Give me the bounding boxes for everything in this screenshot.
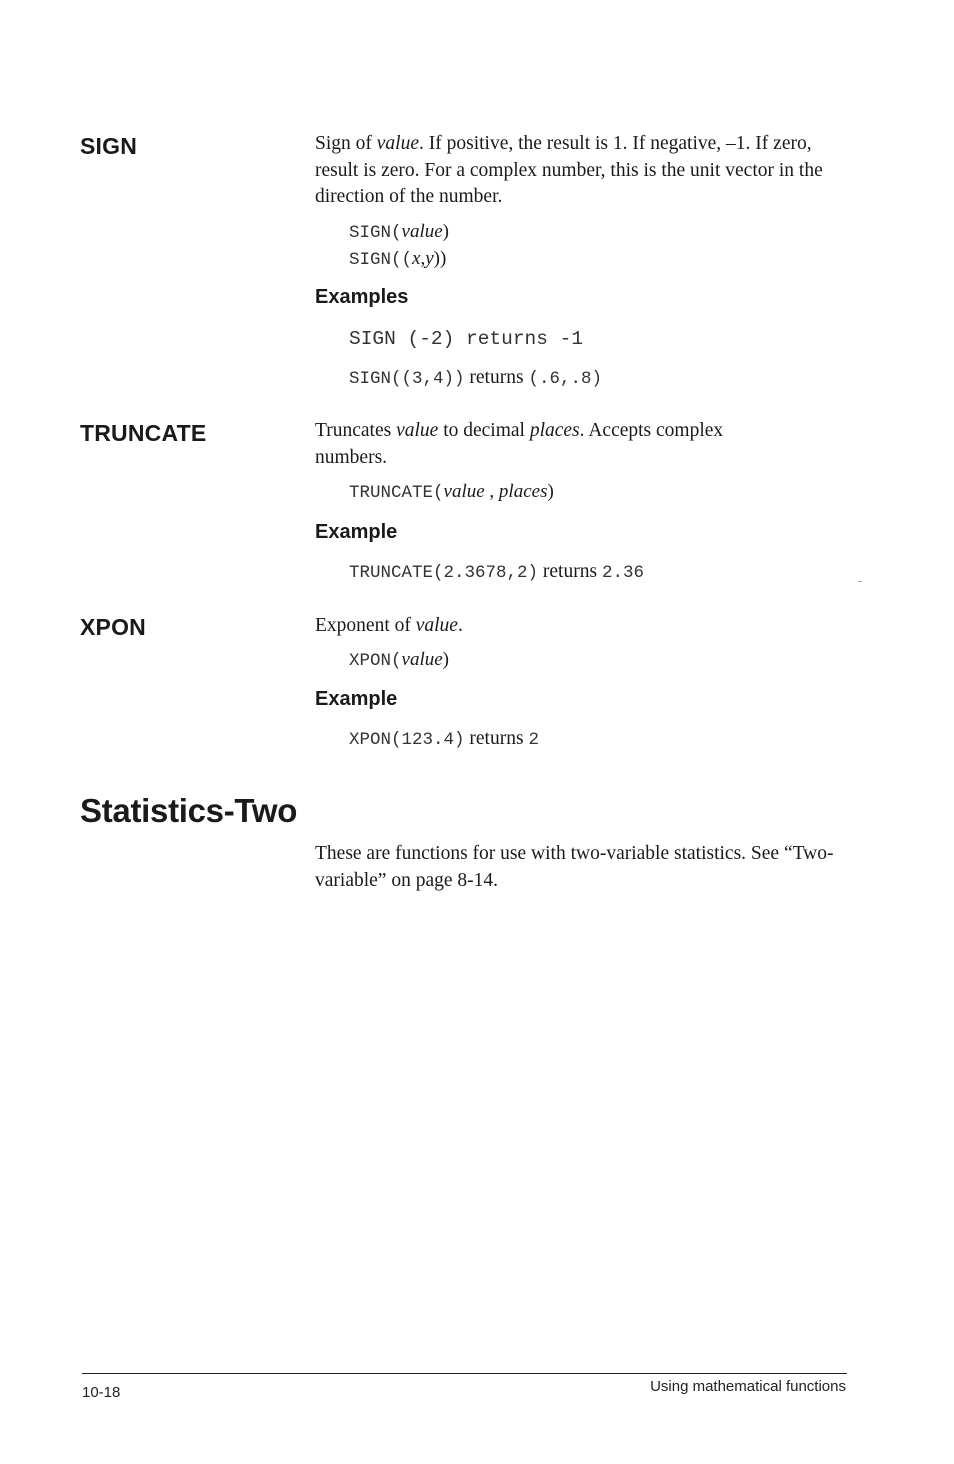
sign-syntax-2 — [349, 245, 446, 274]
xpon-example-result: 2 — [528, 730, 539, 750]
sign-syntax-1-arg: value — [401, 221, 443, 242]
truncate-desc-places: places — [529, 420, 580, 441]
sign-example-2-code: SIGN((3,4)) — [349, 369, 465, 389]
xpon-example-code: XPON(123.4) — [349, 730, 465, 750]
truncate-syntax — [349, 478, 554, 507]
sign-term: SIGN — [80, 133, 138, 159]
xpon-syntax-close: ) — [442, 649, 449, 670]
xpon-syntax-arg: value — [401, 649, 443, 670]
truncate-example-code: TRUNCATE(2.3678,2) — [349, 563, 539, 583]
xpon-syntax-code: XPON( — [349, 651, 402, 671]
sign-desc-value: value — [376, 133, 419, 154]
truncate-syntax-arg2: places — [498, 481, 548, 502]
xpon-syntax — [349, 646, 449, 675]
sign-examples-heading: Examples — [315, 286, 409, 308]
scan-speck — [858, 581, 862, 582]
truncate-syntax-arg1: value — [443, 481, 485, 502]
xpon-description — [315, 613, 835, 640]
sign-example-1: SIGN (-2) returns -1 — [349, 328, 584, 350]
sign-example-2-result: (.6,.8) — [528, 369, 602, 389]
truncate-example-heading: Example — [315, 521, 398, 543]
truncate-description — [315, 418, 785, 471]
xpon-desc-part2: . — [457, 615, 463, 636]
xpon-example-word: returns — [469, 728, 524, 749]
sign-example-2 — [349, 367, 602, 389]
footer-rule — [82, 1373, 847, 1374]
sign-syntax-2-y: y — [425, 248, 434, 269]
section-intro: These are functions for use with two-variable statistics. See “Two-variable” on page 8-14. — [315, 843, 834, 891]
section-title: Statistics-Two — [80, 792, 298, 829]
xpon-example — [349, 728, 539, 750]
sign-syntax-2-comma: , — [420, 248, 426, 269]
truncate-syntax-sep: , — [484, 481, 499, 502]
sign-syntax-1 — [349, 218, 449, 247]
truncate-desc-value: value — [396, 420, 439, 441]
footer-chapter-title: Using mathematical functions — [650, 1378, 846, 1395]
truncate-desc-part2: to decimal — [438, 420, 530, 441]
sign-description — [315, 131, 835, 211]
xpon-example-heading: Example — [315, 688, 398, 710]
sign-desc-part2: . If positive, the result is 1. If negative, –1. If zero, result is zero. For a complex number, this is the unit vector in the direction of the number. — [315, 133, 823, 207]
truncate-desc-part3: . Accepts complex numbers. — [315, 420, 724, 468]
sign-syntax-2-x: x — [412, 248, 421, 269]
truncate-syntax-code: TRUNCATE( — [349, 483, 444, 503]
sign-syntax-2-code: SIGN(( — [349, 250, 413, 270]
sign-desc-part1: Sign of — [315, 133, 377, 154]
truncate-example-word: returns — [542, 561, 598, 582]
footer-page-number: 10-18 — [82, 1384, 121, 1401]
sign-example-2-word: returns — [469, 367, 524, 388]
xpon-term: XPON — [80, 614, 146, 640]
truncate-example — [349, 561, 644, 583]
sign-syntax-1-code: SIGN( — [349, 223, 402, 243]
sign-syntax-1-close: ) — [442, 221, 449, 242]
sign-syntax-2-close: )) — [433, 248, 447, 269]
xpon-desc-value: value — [415, 615, 458, 636]
truncate-desc-part1: Truncates — [315, 420, 397, 441]
truncate-term: TRUNCATE — [80, 420, 207, 446]
xpon-desc-part1: Exponent of — [315, 615, 416, 636]
truncate-syntax-close: ) — [547, 481, 554, 502]
truncate-example-result: 2.36 — [601, 563, 644, 583]
